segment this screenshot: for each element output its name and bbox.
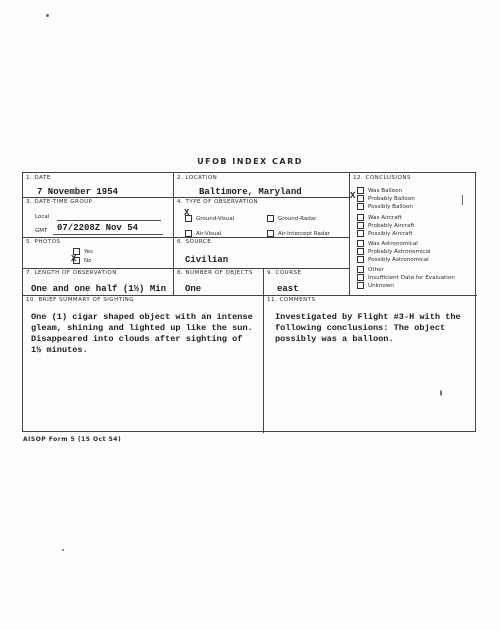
checkbox (185, 230, 192, 237)
conclusion-option: Unknown (357, 282, 394, 289)
checkbox (357, 230, 364, 237)
conclusion-option: Possibly Balloon (357, 203, 413, 210)
checkbox (357, 248, 364, 255)
summary-line: 1½ minutes. (31, 345, 88, 355)
check-mark-photos-no: X (71, 254, 77, 264)
comments-line: possibly was a balloon. (275, 334, 394, 344)
checkbox (357, 266, 364, 273)
checkbox (357, 187, 364, 194)
checkbox (357, 256, 364, 263)
checkbox (357, 195, 364, 202)
comments-text (275, 312, 461, 345)
comments-line: Investigated by Flight #3-H with the (275, 312, 461, 322)
location-value: Baltimore, Maryland (199, 187, 302, 197)
scan-speck (62, 549, 64, 551)
source-value: Civilian (185, 255, 229, 265)
checkbox (357, 222, 364, 229)
scan-speck (440, 390, 442, 396)
summary-line: gleam, shining and lighted up like the sun. (31, 323, 253, 333)
check-mark-probably-balloon: X (350, 191, 356, 201)
card-title: UFOB INDEX CARD (197, 157, 303, 166)
summary-text (31, 312, 253, 356)
photos-option-yes: Yes (73, 248, 93, 255)
conclusions-label: 12. CONCLUSIONS (353, 175, 411, 181)
conclusion-option: Was Balloon (357, 187, 402, 194)
conclusion-option: Possibly Astronomical (357, 256, 429, 263)
length-label: 7. LENGTH OF OBSERVATION (26, 270, 117, 276)
type-option-ground-visual: Ground-Visual (185, 215, 234, 222)
conclusion-option: Was Astronomical (357, 240, 418, 247)
checkbox (357, 203, 364, 210)
summary-line: One (1) cigar shaped object with an intense (31, 312, 253, 322)
date-value: 7 November 1954 (37, 187, 119, 197)
course-label: 9. COURSE (267, 270, 302, 276)
conclusion-option: Insufficient Data for Evaluation (357, 274, 455, 281)
check-mark-ground-visual: X (184, 208, 190, 218)
photos-label: 5. PHOTOS (26, 239, 61, 245)
checkbox (267, 230, 274, 237)
datetime-label: 3. DATE-TIME GROUP (26, 199, 93, 205)
checkbox (357, 214, 364, 221)
number-value: One (185, 284, 202, 294)
local-label: Local (35, 214, 50, 220)
index-card (22, 172, 476, 432)
number-label: 8. NUMBER OF OBJECTS (177, 270, 253, 276)
comments-label: 11. COMMENTS (267, 297, 316, 303)
conclusion-option: Was Aircraft (357, 214, 402, 221)
source-label: 6. SOURCE (177, 239, 212, 245)
conclusion-option: Possibly Aircraft (357, 230, 413, 237)
course-value: east (277, 284, 299, 294)
conclusion-option: Probably Aircraft (357, 222, 414, 229)
location-label: 2. LOCATION (177, 175, 218, 181)
summary-label: 10. BRIEF SUMMARY OF SIGHTING (26, 297, 135, 303)
type-option-air-visual: Air-Visual (185, 230, 221, 237)
checkbox (357, 240, 364, 247)
scan-speck (462, 195, 463, 205)
date-label: 1. DATE (26, 175, 51, 181)
form-number: AISOP Form 5 (15 Oct 54) (23, 436, 122, 443)
length-value: One and one half (1½) Min (31, 284, 167, 294)
conclusion-option: Probably Balloon (357, 195, 415, 202)
comments-line: following conclusions: The object (275, 323, 446, 333)
summary-line: Disappeared into clouds after sighting of (31, 334, 243, 344)
checkbox (267, 215, 274, 222)
scan-speck (46, 14, 49, 17)
gmt-value: 07/2208Z Nov 54 (57, 223, 139, 233)
photos-option-no: No (73, 257, 91, 264)
checkbox (357, 282, 364, 289)
conclusion-option: Probably Astronomical (357, 248, 431, 255)
checkbox (357, 274, 364, 281)
type-option-air-intercept-radar: Air-Intercept Radar (267, 230, 330, 237)
conclusion-option: Other (357, 266, 384, 273)
type-option-ground-radar: Ground-Radar (267, 215, 316, 222)
type-label: 4. TYPE OF OBSERVATION (177, 199, 259, 205)
gmt-label: GMT (35, 228, 48, 234)
